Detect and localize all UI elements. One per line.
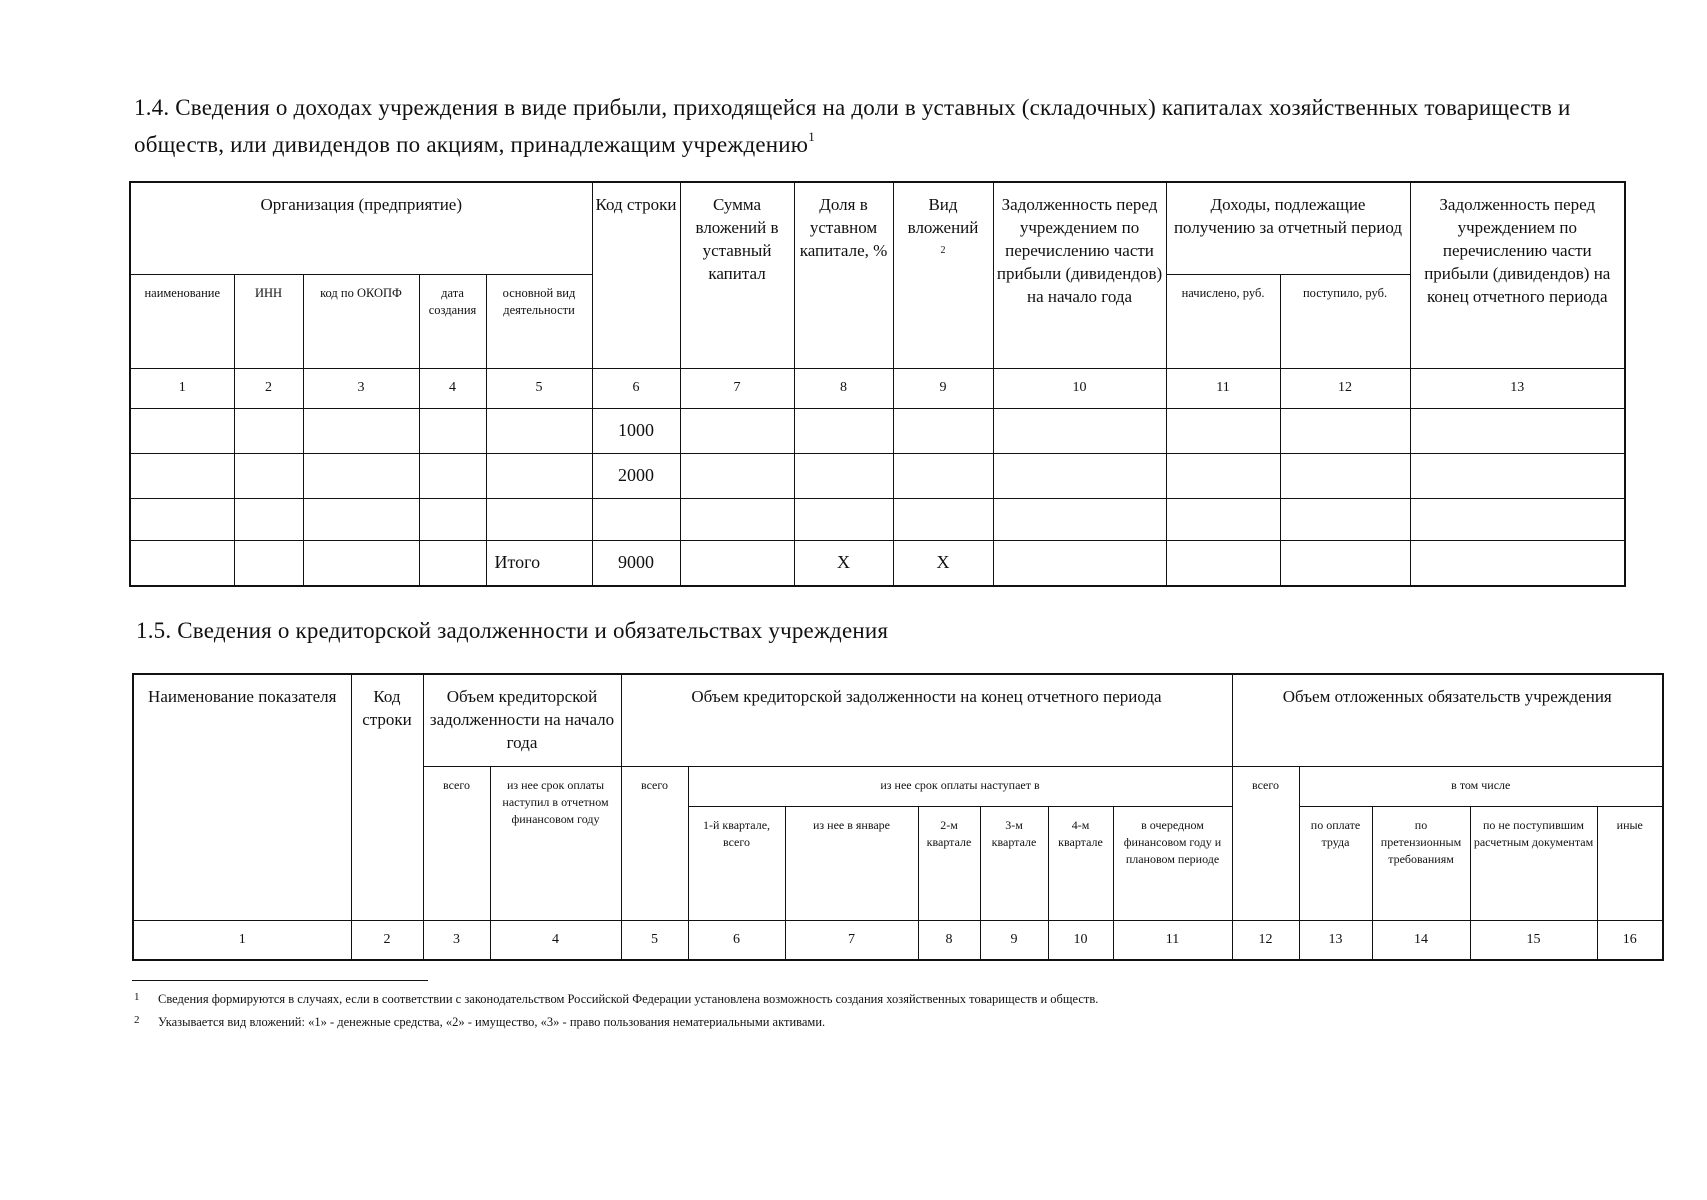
col-number: 7	[785, 920, 918, 960]
header-january: из нее в январе	[785, 806, 918, 920]
header-debt-start: Объем кредиторской задолженности на начало года	[423, 674, 621, 766]
col-number: 2	[234, 368, 303, 408]
table-row	[130, 408, 1625, 453]
col-number: 13	[1299, 920, 1372, 960]
col-number: 5	[621, 920, 688, 960]
cell-debt-start	[993, 540, 1166, 586]
footnote-ref-1: 1	[808, 129, 815, 144]
header-code: Код строки	[351, 674, 423, 920]
cell-debt-end	[1410, 498, 1625, 540]
cell-okopf	[303, 408, 419, 453]
col-number: 9	[893, 368, 993, 408]
col-number: 2	[351, 920, 423, 960]
table-row	[130, 498, 1625, 540]
footnote-mark: 1	[134, 991, 140, 1003]
header-activity: основной вид деятельности	[486, 274, 592, 368]
cell-sum	[680, 408, 794, 453]
cell-debt-end	[1410, 453, 1625, 498]
cell-received	[1280, 540, 1410, 586]
cell-name	[130, 498, 234, 540]
section-1-4-title	[134, 93, 1624, 159]
header-deferred: Объем отложенных обязательств учреждения	[1232, 674, 1663, 766]
header-name: наименование	[130, 274, 234, 368]
cell-received	[1280, 498, 1410, 540]
col-number: 5	[486, 368, 592, 408]
cell-code: 9000	[592, 540, 680, 586]
col-number: 3	[423, 920, 490, 960]
cell-sum	[680, 453, 794, 498]
col-number: 1	[133, 920, 351, 960]
col-number: 6	[688, 920, 785, 960]
footnote-ref-2: 2	[940, 245, 946, 256]
cell-accrued	[1166, 498, 1280, 540]
col-number: 13	[1410, 368, 1625, 408]
cell-inn	[234, 453, 303, 498]
footnote-text: Сведения формируются в случаях, если в соответствии с законодательством Российской Федерации установлена возможность создания хозяйственных товариществ и обществ.	[158, 992, 1099, 1006]
cell-kind	[893, 408, 993, 453]
col-number: 1	[130, 368, 234, 408]
cell-code: 1000	[592, 408, 680, 453]
col-number: 7	[680, 368, 794, 408]
income-table	[129, 181, 1626, 587]
cell-code: 2000	[592, 453, 680, 498]
header-start-overdue: из нее срок оплаты наступил в отчетном финансовом году	[490, 766, 621, 920]
footnote-2	[134, 1012, 825, 1030]
section-1-5-title: 1.5. Сведения о кредиторской задолженности и обязательствах учреждения	[136, 618, 889, 643]
header-q3: 3-м квартале	[980, 806, 1048, 920]
column-number-row	[133, 920, 1663, 960]
col-number: 11	[1113, 920, 1232, 960]
cell-kind: X	[893, 540, 993, 586]
cell-share	[794, 498, 893, 540]
header-next-year: в очередном финансовом году и плановом периоде	[1113, 806, 1232, 920]
column-number-row	[130, 368, 1625, 408]
header-q4: 4-м квартале	[1048, 806, 1113, 920]
header-docs: по не поступившим расчетным документам	[1470, 806, 1597, 920]
cell-received	[1280, 453, 1410, 498]
cell-name	[130, 540, 234, 586]
header-deferred-total: всего	[1232, 766, 1299, 920]
cell-kind	[893, 453, 993, 498]
total-row	[130, 540, 1625, 586]
header-created: дата создания	[419, 274, 486, 368]
footnote-separator	[132, 980, 428, 981]
col-number: 14	[1372, 920, 1470, 960]
col-number: 8	[918, 920, 980, 960]
col-number: 8	[794, 368, 893, 408]
col-number: 3	[303, 368, 419, 408]
cell-okopf	[303, 540, 419, 586]
cell-debt-end	[1410, 540, 1625, 586]
header-share: Доля в уставном капитале, %	[794, 182, 893, 368]
cell-inn	[234, 540, 303, 586]
col-number: 10	[1048, 920, 1113, 960]
header-sum: Сумма вложений в уставный капитал	[680, 182, 794, 368]
cell-share	[794, 453, 893, 498]
header-incl: в том числе	[1299, 766, 1663, 806]
section-1-4-title-text: 1.4. Сведения о доходах учреждения в виде прибыли, приходящейся на доли в уставных (складочных) капиталах хозяйственных товариществ и обществ, или дивидендов по акциям, принадлежащим учреждению	[134, 95, 1571, 157]
header-accrued: начислено, руб.	[1166, 274, 1280, 368]
cell-activity	[486, 408, 592, 453]
cell-received	[1280, 408, 1410, 453]
col-number: 15	[1470, 920, 1597, 960]
cell-share	[794, 408, 893, 453]
header-kind	[893, 182, 993, 368]
header-debt-start: Задолженность перед учреждением по перечислению части прибыли (дивидендов) на начало года	[993, 182, 1166, 368]
cell-accrued	[1166, 453, 1280, 498]
cell-sum	[680, 540, 794, 586]
header-indicator: Наименование показателя	[133, 674, 351, 920]
table-row	[130, 453, 1625, 498]
header-kind-text: Вид вложений	[907, 195, 979, 237]
cell-inn	[234, 498, 303, 540]
cell-created	[419, 498, 486, 540]
cell-inn	[234, 408, 303, 453]
header-other: иные	[1597, 806, 1663, 920]
header-okopf: код по ОКОПФ	[303, 274, 419, 368]
header-due: из нее срок оплаты наступает в	[688, 766, 1232, 806]
header-inn: ИНН	[234, 274, 303, 368]
col-number: 12	[1232, 920, 1299, 960]
col-number: 12	[1280, 368, 1410, 408]
header-q2: 2-м квартале	[918, 806, 980, 920]
col-number: 6	[592, 368, 680, 408]
cell-okopf	[303, 498, 419, 540]
cell-name	[130, 408, 234, 453]
col-number: 4	[419, 368, 486, 408]
col-number: 4	[490, 920, 621, 960]
header-org: Организация (предприятие)	[130, 182, 592, 274]
header-debt-end: Объем кредиторской задолженности на конец отчетного периода	[621, 674, 1232, 766]
cell-code	[592, 498, 680, 540]
col-number: 11	[1166, 368, 1280, 408]
header-end-total: всего	[621, 766, 688, 920]
total-label: Итого	[486, 540, 592, 586]
cell-kind	[893, 498, 993, 540]
cell-accrued	[1166, 408, 1280, 453]
col-number: 16	[1597, 920, 1663, 960]
col-number: 9	[980, 920, 1048, 960]
creditor-debt-table	[132, 673, 1664, 961]
cell-debt-end	[1410, 408, 1625, 453]
footnote-1	[134, 989, 1098, 1007]
cell-activity	[486, 498, 592, 540]
header-start-total: всего	[423, 766, 490, 920]
header-income: Доходы, подлежащие получению за отчетный период	[1166, 182, 1410, 274]
col-number: 10	[993, 368, 1166, 408]
cell-activity	[486, 453, 592, 498]
cell-share: X	[794, 540, 893, 586]
cell-accrued	[1166, 540, 1280, 586]
header-received: поступило, руб.	[1280, 274, 1410, 368]
cell-created	[419, 453, 486, 498]
cell-okopf	[303, 453, 419, 498]
cell-debt-start	[993, 453, 1166, 498]
cell-debt-start	[993, 498, 1166, 540]
header-labor: по оплате труда	[1299, 806, 1372, 920]
footnote-mark: 2	[134, 1014, 140, 1026]
cell-name	[130, 453, 234, 498]
cell-created	[419, 408, 486, 453]
cell-sum	[680, 498, 794, 540]
header-q1: 1-й квартале, всего	[688, 806, 785, 920]
header-claims: по претензионным требованиям	[1372, 806, 1470, 920]
header-code: Код строки	[592, 182, 680, 368]
cell-created	[419, 540, 486, 586]
header-debt-end: Задолженность перед учреждением по перечислению части прибыли (дивидендов) на конец отчетного периода	[1410, 182, 1625, 368]
footnote-text: Указывается вид вложений: «1» - денежные средства, «2» - имущество, «3» - право пользования нематериальными активами.	[158, 1015, 826, 1029]
cell-debt-start	[993, 408, 1166, 453]
